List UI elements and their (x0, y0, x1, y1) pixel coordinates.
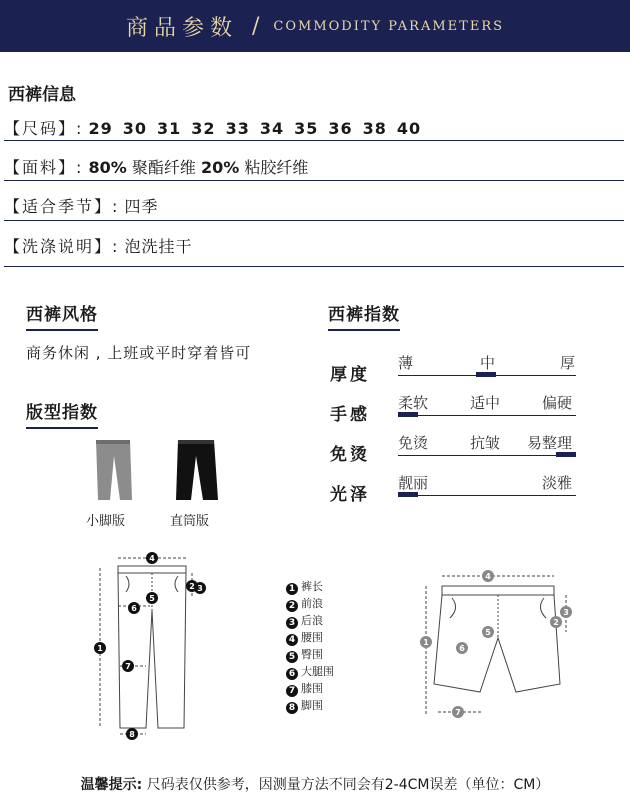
size-value: 29 (88, 119, 113, 138)
svg-text:5: 5 (485, 628, 491, 637)
legend-item: 8 脚围 (286, 697, 334, 714)
season-label: 【适合季节】: (4, 197, 120, 216)
svg-text:4: 4 (149, 554, 155, 563)
index-option: 抗皱 (470, 434, 501, 452)
fit-title: 版型指数 (26, 398, 98, 429)
divider (4, 180, 624, 181)
wash-value: 泡洗挂干 (124, 237, 193, 256)
fabric-pct1: 80% (88, 158, 127, 177)
size-list (89, 119, 432, 138)
size-value: 34 (259, 119, 285, 138)
size-value: 30 (122, 119, 148, 138)
size-value: 31 (157, 119, 182, 138)
svg-text:8: 8 (129, 730, 135, 739)
index-scale-line (398, 455, 576, 456)
style-text: 商务休闲 , 上班或平时穿着皆可 (26, 344, 252, 362)
notice-key: 温馨提示: (80, 777, 143, 793)
index-option: 薄 (398, 354, 414, 372)
svg-text:3: 3 (197, 584, 203, 593)
size-row (4, 116, 431, 139)
svg-text:3: 3 (563, 608, 569, 617)
legend-item: 3 后浪 (286, 612, 334, 629)
svg-text:5: 5 (149, 594, 155, 603)
wash-row (4, 234, 193, 257)
legend-item: 7 膝围 (286, 680, 334, 697)
index-name: 免烫 (330, 445, 370, 465)
svg-text:7: 7 (455, 708, 461, 717)
size-value: 35 (294, 119, 319, 138)
divider (4, 140, 624, 141)
legend-item: 4 腰围 (286, 629, 334, 646)
index-option: 易整理 (527, 434, 573, 452)
header-banner (0, 0, 630, 52)
index-option: 柔软 (398, 394, 429, 412)
shorts-diagram (412, 566, 572, 726)
legend-item: 1 裤长 (286, 578, 334, 595)
legend-item: 6 大腿围 (286, 663, 334, 680)
fabric-label: 【面料】: (4, 158, 84, 177)
wash-label: 【洗涤说明】: (4, 237, 120, 256)
fit-option-straight: 直筒版 (170, 514, 210, 529)
index-selected-marker (398, 492, 418, 497)
index-title: 西裤指数 (328, 300, 400, 331)
size-value: 36 (328, 119, 353, 138)
index-option: 淡雅 (542, 474, 573, 492)
index-selected-marker (476, 372, 496, 377)
size-label: 【尺码】: (4, 119, 84, 138)
index-row-ironfree (330, 432, 580, 472)
index-name: 厚度 (330, 365, 370, 385)
index-row-gloss (330, 472, 580, 512)
svg-text:6: 6 (131, 604, 137, 613)
index-option: 靓丽 (398, 474, 429, 492)
season-value: 四季 (124, 197, 159, 216)
divider (4, 220, 624, 221)
header-title-en: COMMODITY PARAMETERS (273, 18, 505, 34)
fabric-pct2: 20% (201, 158, 240, 177)
svg-text:1: 1 (97, 644, 103, 653)
slim-pants-icon (96, 440, 132, 500)
straight-pants-icon (176, 440, 218, 500)
season-row (4, 194, 159, 217)
index-selected-marker (398, 412, 418, 417)
fabric-row (4, 155, 308, 178)
index-scale-line (398, 495, 576, 496)
info-title: 西裤信息 (8, 85, 76, 105)
svg-text:4: 4 (485, 572, 491, 581)
header-title-cn: 商品参数 (125, 15, 238, 41)
index-option: 免烫 (398, 434, 429, 452)
waistband (118, 566, 186, 573)
index-row-feel (330, 392, 580, 432)
svg-text:7: 7 (125, 662, 131, 671)
size-notice (0, 774, 630, 794)
fabric-mat1: 聚酯纤维 (131, 158, 196, 177)
svg-text:1: 1 (423, 638, 429, 647)
size-value: 40 (396, 119, 422, 138)
index-name: 光泽 (330, 485, 370, 505)
legend-item: 5 臀围 (286, 646, 334, 663)
shorts-waistband (442, 586, 554, 595)
size-value: 32 (191, 119, 216, 138)
fabric-mat2: 粘胶纤维 (244, 158, 309, 177)
index-row-thickness (330, 352, 580, 392)
svg-text:2: 2 (189, 582, 195, 591)
index-option: 厚 (560, 354, 576, 372)
index-scale-line (398, 415, 576, 416)
fit-pants-illustration (88, 438, 228, 504)
size-value: 33 (225, 119, 250, 138)
notice-text: 尺码表仅供参考，因测量方法不同会有2-4CM误差（单位：CM） (146, 777, 550, 793)
long-pants-diagram (88, 548, 228, 740)
style-title: 西裤风格 (26, 300, 98, 331)
index-option: 适中 (470, 394, 501, 412)
svg-text:2: 2 (553, 618, 559, 627)
index-name: 手感 (330, 405, 370, 425)
fit-option-slim: 小脚版 (86, 514, 126, 529)
index-selected-marker (556, 452, 576, 457)
size-value: 38 (362, 119, 387, 138)
measure-legend (286, 578, 334, 714)
index-option: 中 (480, 354, 496, 372)
legend-item: 2 前浪 (286, 595, 334, 612)
svg-text:6: 6 (459, 644, 465, 653)
index-option: 偏硬 (542, 394, 573, 412)
divider (4, 266, 624, 267)
header-separator: / (251, 13, 260, 39)
